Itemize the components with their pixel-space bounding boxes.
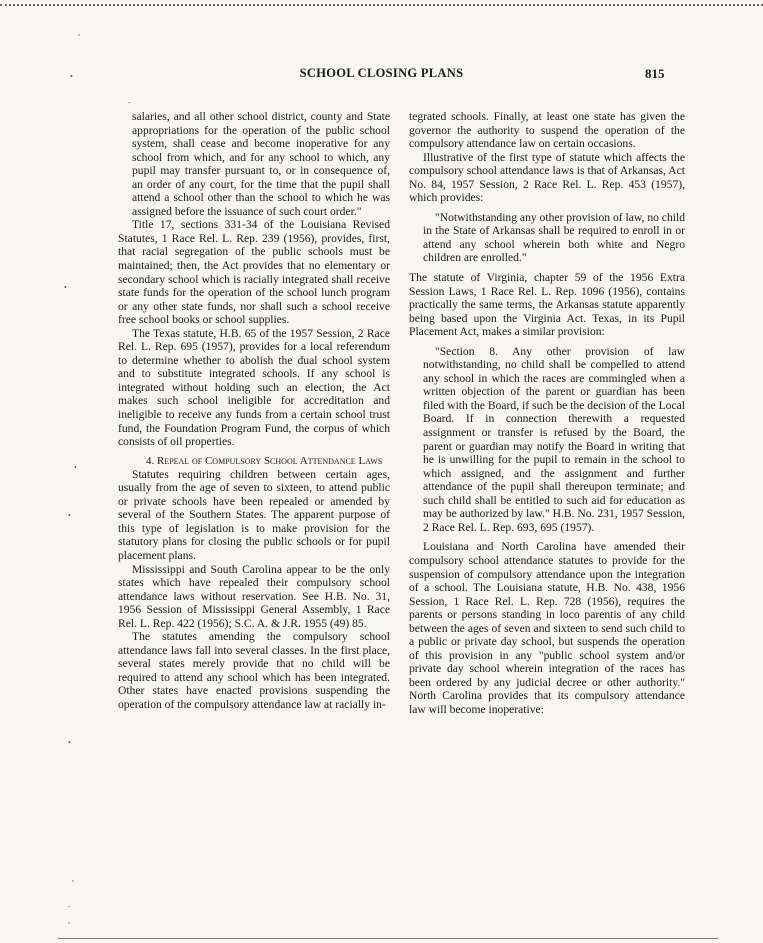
right-column bbox=[409, 110, 685, 717]
running-header-title: SCHOOL CLOSING PLANS bbox=[299, 66, 464, 80]
scan-mark: , bbox=[68, 916, 70, 925]
scan-mark: . bbox=[68, 900, 70, 909]
scan-mark: , bbox=[78, 28, 80, 37]
paragraph-illustrative-arkansas: Illustrative of the first type of statute which affects the compulsory school attendance laws is that of Arkansas, Act No. 84, 1957 Session, 2 Race Rel. L. Rep. 453 (1957), which provides: bbox=[409, 150, 685, 205]
paragraph-mississippi-south-carolina: Mississippi and South Carolina appear to be the only states which have repealed their compulsory school attendance laws without reservation. See H.B. No. 31, 1956 Session of Mississippi General Assembly, 1 Race Rel. L. Rep. 422 (1956); S.C. A. & J.R. 1955 (49) 85. bbox=[118, 562, 390, 630]
paragraph-louisiana-title-17: Title 17, sections 331-34 of the Louisiana Revised Statutes, 1 Race Rel. L. Rep. 239 (1956), provides, first, that racial segregation of the public schools must be maintained; then, the Act provides that no elementary or secondary school which is racially integrated shall receive state funds for the operation of the school lunch program or any other state funds, nor shall such a school receive free school books or school supplies. bbox=[118, 218, 390, 327]
top-edge-dotted-line bbox=[0, 4, 763, 6]
paragraph-louisiana-north-carolina: Louisiana and North Carolina have amended their compulsory school attendance statutes to provide for the suspension of compulsory attendance upon the integration of a school. The Louisiana statute, H.B. No. 438, 1956 Session, 1 Race Rel. L. Rep. 728 (1956), requires the parents or persons standing in loco parentis of any child between the ages of seven and sixteen to send such child to a public or private day school, but suspends the operation of this provision in any "public school system and/or private day school wherein integration of the races has been ordered by any judicial decree or other authority." North Carolina provides that its compulsory attendance law will become inoperative: bbox=[409, 540, 685, 716]
scan-mark: • bbox=[68, 738, 71, 747]
section-title: Repeal of Compulsory School Attendance Laws bbox=[157, 454, 383, 467]
scan-mark: • bbox=[64, 283, 67, 292]
left-column bbox=[118, 110, 390, 712]
section-heading bbox=[118, 455, 390, 468]
paragraph-statutes-requiring: Statutes requiring children between certain ages, usually from the age of seven to sixteen, to attend public or private schools have been repealed or amended by several of the Southern States. The apparent purpose of this type of legislation is to make provision for the statutory plans for closing the public schools or for pupil placement plans. bbox=[118, 467, 390, 562]
quote-arkansas: "Notwithstanding any other provision of law, no child in the State of Arkansas shall be required to enroll in or attend any school wherein both white and Negro children are enrolled." bbox=[423, 210, 685, 265]
section-number: 4. bbox=[146, 454, 155, 467]
scan-mark: - bbox=[128, 98, 131, 107]
paragraph-continuation: tegrated schools. Finally, at least one state has given the governor the authority to suspend the operation of the compulsory attendance law on certain occasions. bbox=[409, 110, 685, 151]
paragraph-texas-statute: The Texas statute, H.B. 65 of the 1957 Session, 2 Race Rel. L. Rep. 695 (1957), provides for a local referendum to determine whether to abolish the dual school system and to substitute integrated schools. If any school is integrated without holding such an election, the Act makes such school ineligible for accreditation and ineligible to receive any funds from a certain school trust fund, the Foundation Program Fund, the corpus of which consists of oil properties. bbox=[118, 326, 390, 449]
scan-mark: , bbox=[72, 874, 74, 883]
quote-texas-section-8: "Section 8. Any other provision of law notwithstanding, no child shall be compelled to attend any school in which the races are commingled when a written objection of the parent or guardian has been filed with the Board, if such be the decision of the Local Board. If in connection therewith a requested assignment or transfer is refused by the Board, the parent or guardian may notify the Board in writing that he is unwilling for the pupil to remain in the school to which assigned, and the assignment and further attendance of the pupil shall thereupon terminate; and such child shall be entitled to such aid for education as may be authorized by law." H.B. No. 231, 1957 Session, 2 Race Rel. L. Rep. 693, 695 (1957). bbox=[423, 344, 685, 534]
quote-continuation: salaries, and all other school district, county and State appropriations for the operation of the public school system, shall cease and become inoperative for any school from which, and for any school to which, any pupil may transfer pursuant to, or in consequence of, an order of any court, for the time that the pupil shall attend a school other than the school to which he was assigned before the issuance of such court order." bbox=[132, 110, 390, 218]
page-number: 815 bbox=[645, 66, 665, 81]
paragraph-statutes-amending: The statutes amending the compulsory school attendance laws fall into several classes. In the first place, several states merely provide that no child will be required to attend any school which has been integrated. Other states have enacted provisions suspending the operation of the compulsory attendance law at racially in- bbox=[118, 630, 390, 711]
scan-mark: • bbox=[74, 463, 77, 472]
scan-mark: • bbox=[68, 511, 71, 520]
paragraph-virginia-statute: The statute of Virginia, chapter 59 of the 1956 Extra Session Laws, 1 Race Rel. L. Rep. 1096 (1956), contains practically the same terms, the Arkansas statute apparently being based upon the Virginia Act. Texas, in its Pupil Placement Act, makes a similar provision: bbox=[409, 271, 685, 339]
bottom-rule bbox=[58, 938, 718, 939]
scan-mark: • bbox=[70, 72, 73, 81]
